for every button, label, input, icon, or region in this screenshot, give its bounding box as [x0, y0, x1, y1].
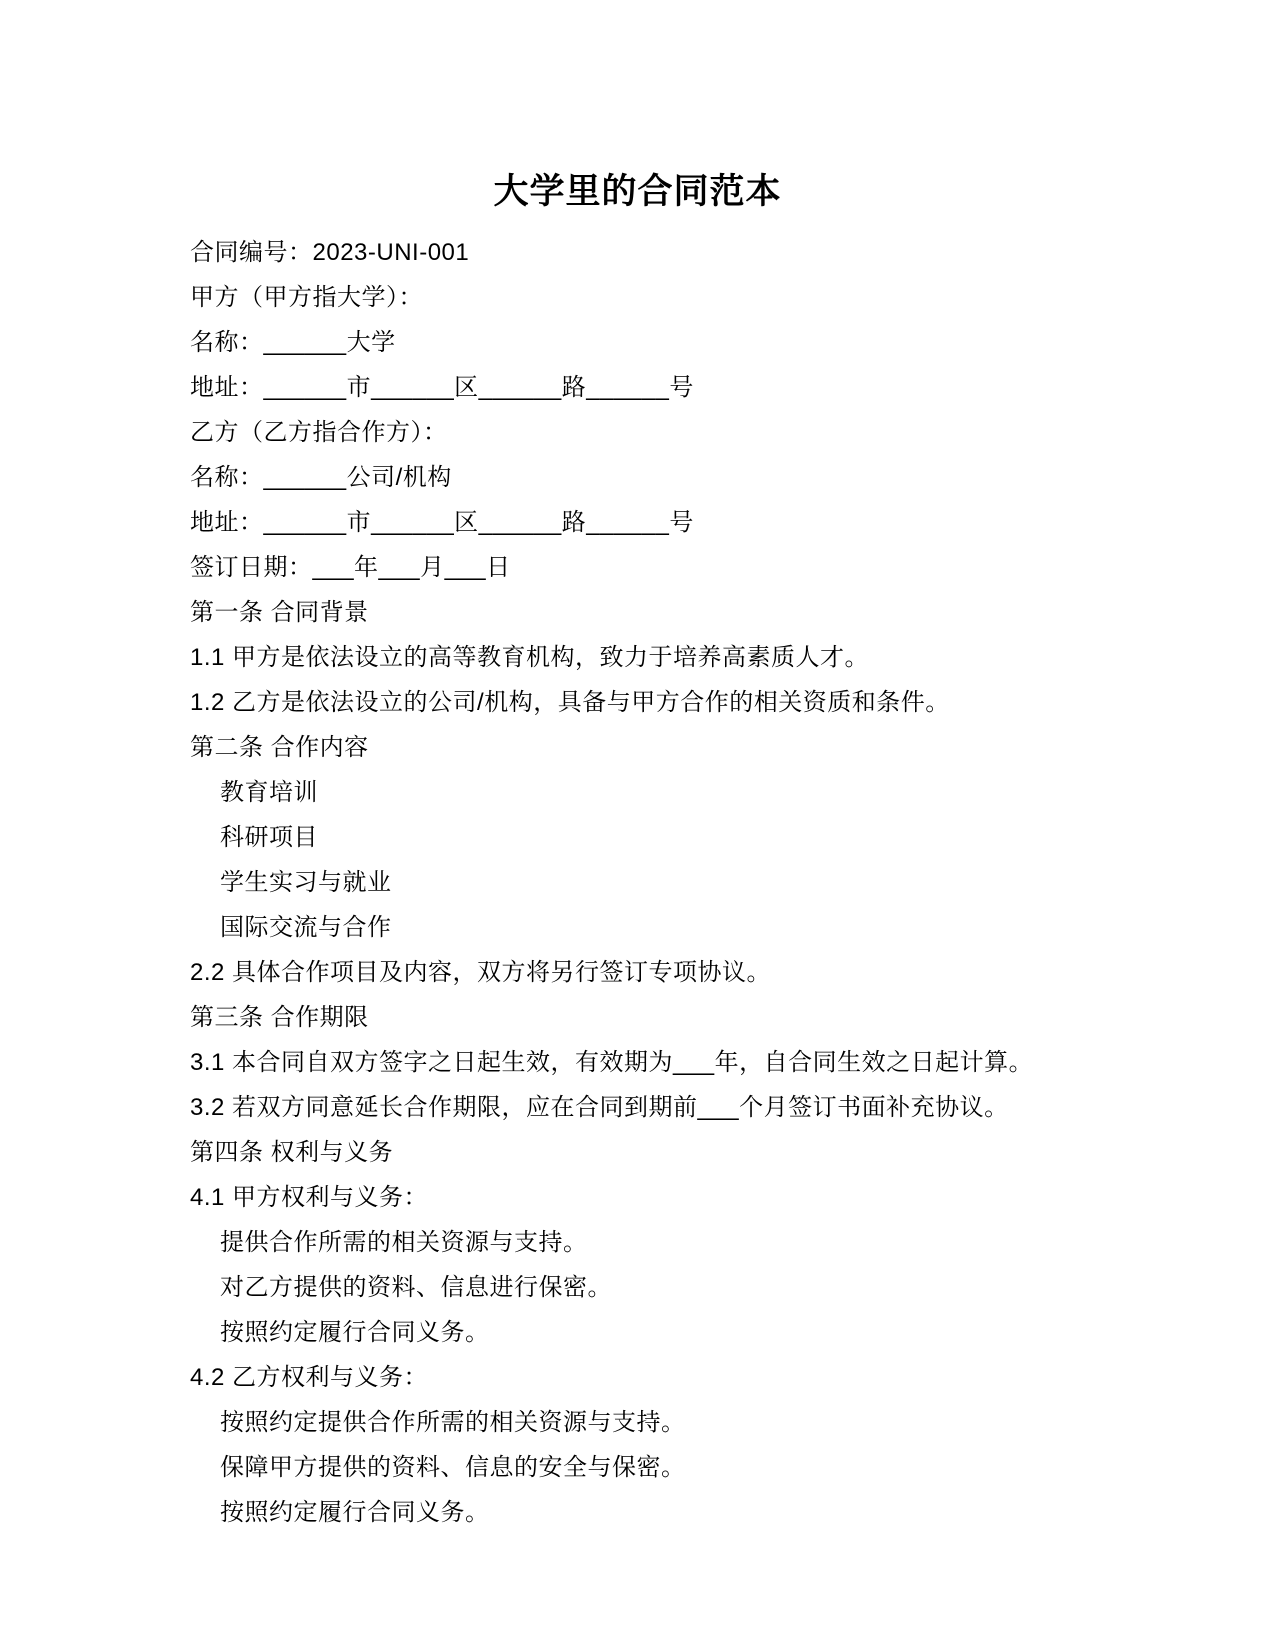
clause-3-1: 3.1 本合同自双方签字之日起生效，有效期为___年，自合同生效之日起计算。: [190, 1049, 1034, 1076]
signing-date-line: 签订日期：___年___月___日: [190, 554, 511, 581]
party-b-label-line: 乙方（乙方指合作方）：: [190, 419, 448, 446]
contract-number-line: 合同编号：2023-UNI-001: [190, 239, 470, 266]
party-a-obligation-item: 对乙方提供的资料、信息进行保密。: [220, 1274, 612, 1301]
document-title: 大学里的合同范本: [493, 172, 782, 211]
clause-2-2: 2.2 具体合作项目及内容，双方将另行签订专项协议。: [190, 959, 772, 986]
party-a-address-line: 地址：______市______区______路______号: [190, 374, 694, 401]
article-4-heading: 第四条 权利与义务: [190, 1139, 394, 1166]
article-3-heading: 第三条 合作期限: [190, 1004, 369, 1031]
article-2-heading: 第二条 合作内容: [190, 734, 369, 761]
party-b-obligation-item: 保障甲方提供的资料、信息的安全与保密。: [220, 1454, 686, 1481]
clause-3-2: 3.2 若双方同意延长合作期限，应在合同到期前___个月签订书面补充协议。: [190, 1094, 1009, 1121]
cooperation-item: 教育培训: [220, 779, 318, 806]
cooperation-item: 国际交流与合作: [220, 914, 392, 941]
party-b-name-line: 名称：______公司/机构: [190, 464, 452, 491]
article-1-heading: 第一条 合同背景: [190, 599, 369, 626]
clause-1-1: 1.1 甲方是依法设立的高等教育机构，致力于培养高素质人才。: [190, 644, 870, 671]
party-a-label-line: 甲方（甲方指大学）：: [190, 284, 423, 311]
cooperation-item: 学生实习与就业: [220, 869, 392, 896]
party-b-obligation-item: 按照约定提供合作所需的相关资源与支持。: [220, 1409, 686, 1436]
party-a-name-line: 名称：______大学: [190, 329, 396, 356]
clause-1-2: 1.2 乙方是依法设立的公司/机构，具备与甲方合作的相关资质和条件。: [190, 689, 950, 716]
clause-4-2: 4.2 乙方权利与义务：: [190, 1364, 429, 1391]
party-a-obligation-item: 提供合作所需的相关资源与支持。: [220, 1229, 588, 1256]
party-b-address-line: 地址：______市______区______路______号: [190, 509, 694, 536]
party-a-obligation-item: 按照约定履行合同义务。: [220, 1319, 490, 1346]
party-b-obligation-item: 按照约定履行合同义务。: [220, 1499, 490, 1526]
cooperation-item: 科研项目: [220, 824, 318, 851]
clause-4-1: 4.1 甲方权利与义务：: [190, 1184, 429, 1211]
